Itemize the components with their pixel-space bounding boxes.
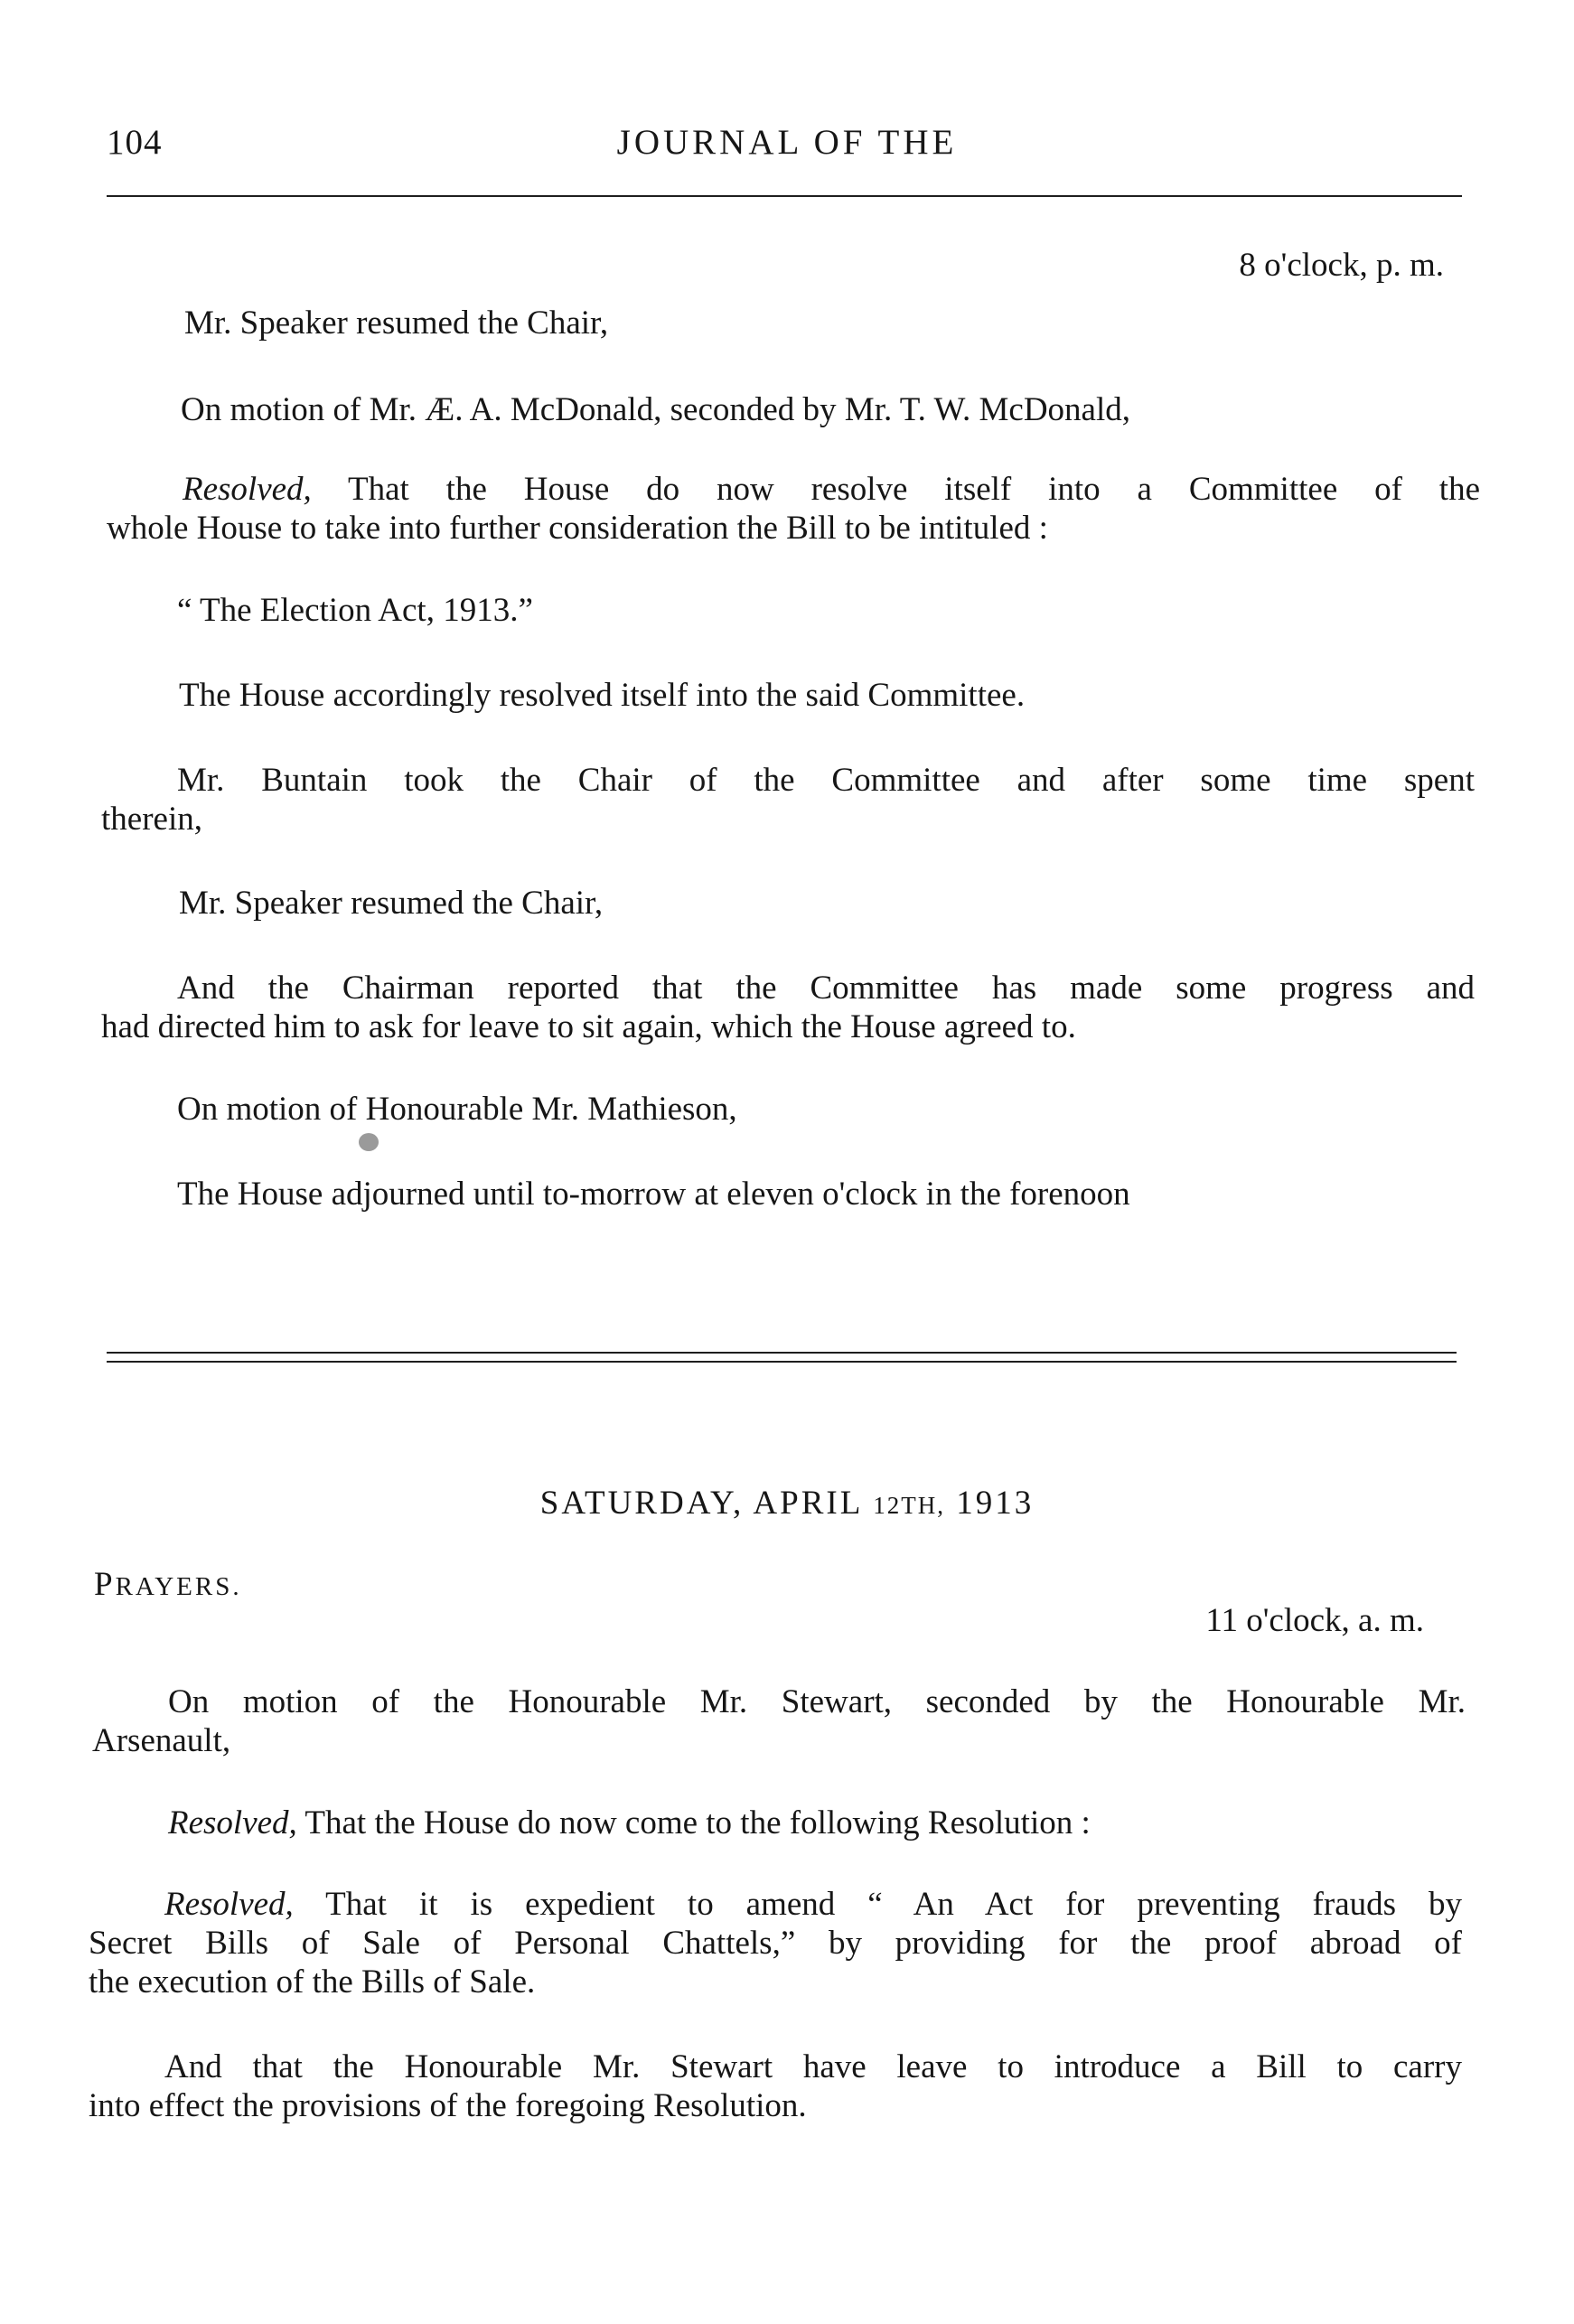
- motion-mcdonald: On motion of Mr. Æ. A. McDonald, seconded by Mr. T. W. McDonald,: [181, 391, 1131, 428]
- date-heading: SATURDAY, APRIL 12TH, 1913: [539, 1485, 1035, 1522]
- speaker-resumed-chair-2: Mr. Speaker resumed the Chair,: [179, 885, 604, 922]
- morning-sitting-time: 11 o'clock, a. m.: [1205, 1602, 1424, 1639]
- house-adjourned: The House adjourned until to-morrow at eleven o'clock in the forenoon: [177, 1176, 1130, 1213]
- resolved-label: Resolved,: [168, 1804, 297, 1841]
- prayers-heading: PRAYERS.: [94, 1566, 242, 1603]
- resolved-label: Resolved,: [183, 471, 312, 508]
- leave-to-introduce-bill-paragraph: And that the Honourable Mr. Stewart have leave to introduce a Bill to carry into effect the provisions of the foregoing Resolution.: [89, 2048, 1462, 2124]
- motion-mathieson: On motion of Honourable Mr. Mathieson,: [177, 1091, 737, 1128]
- running-head: JOURNAL OF THE: [616, 123, 958, 162]
- resolved-following-resolution: Resolved, That the House do now come to the following Resolution :: [168, 1804, 1091, 1841]
- section-separator-rule-bottom: [107, 1361, 1457, 1363]
- chairman-report-paragraph: And the Chairman reported that the Committee has made some progress and had directed him to ask for leave to sit again, which the House agreed to.: [101, 970, 1475, 1045]
- motion-stewart-paragraph: On motion of the Honourable Mr. Stewart, seconded by the Honourable Mr. Arsenault,: [92, 1683, 1466, 1759]
- speaker-resumed-chair-1: Mr. Speaker resumed the Chair,: [184, 305, 609, 342]
- buntain-chair-paragraph: Mr. Buntain took the Chair of the Committee and after some time spent therein,: [101, 762, 1475, 838]
- evening-sitting-time: 8 o'clock, p. m.: [1239, 247, 1444, 284]
- header-rule: [107, 195, 1462, 197]
- resolved-label: Resolved,: [164, 1886, 294, 1923]
- bill-title-election-act: “ The Election Act, 1913.”: [177, 592, 533, 629]
- page-number: 104: [107, 123, 163, 162]
- house-resolved-into-committee: The House accordingly resolved itself into the said Committee.: [179, 677, 1026, 714]
- resolved-expedient-paragraph: Resolved, That it is expedient to amend “ An Act for preventing frauds by Secret Bills of Sale of Personal Chattels,” by providing for the proof abroad of the execution of the Bills of Sale.: [89, 1886, 1462, 2001]
- ink-speck: [359, 1133, 379, 1151]
- resolved-committee-paragraph: Resolved, That the House do now resolve itself into a Committee of the whole House to take into further consideration the Bill to be intituled :: [107, 471, 1480, 547]
- section-separator-rule-top: [107, 1352, 1457, 1354]
